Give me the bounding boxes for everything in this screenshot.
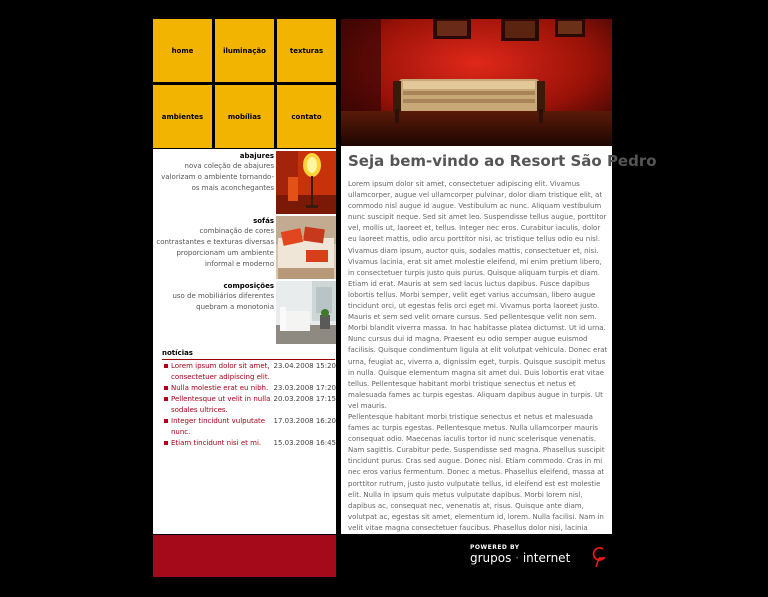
nav-ambientes[interactable]: ambientes: [153, 85, 212, 148]
room-thumbnail[interactable]: [276, 281, 336, 344]
news-date: 23.03.2008 17:20: [273, 384, 336, 392]
body-paragraph: Lorem ipsum dolor sit amet, consectetuer adipiscing elit. Vivamus ullamcorper, augue vel ullamcorper pulvinar, dolor diam tristique elit, at commodo nisl augue id augue. Vestibulum ac nunc. Aliquam vestibulum nunc suscipit neque. Sed sit amet leo. Suspendisse tellus augue, porttitor vel, mollis ut, laoreet et, tellus. Integer nec eros. Curabitur iaculis, dolor eu laoreet mattis, odio arcu porttitor nisi, ac tristique tellus odio eu nisl. Vivamus diam ipsum, auctor quis, sodales mattis, consectetuer et, nisi. Vivamus lacinia, erat sit amet molestie eleifend, mi enim pretium libero, in consectetuer turpis justo quis purus. Quisque aliquam turpis et diam. Etiam id erat. Mauris at sem sed lacus luctus dapibus. Fusce dapibus lobortis tellus. Morbi semper, velit eget varius accumsan, libero augue tincidunt orci, ut egestas felis orci eget mi. Vivamus porta laoreet justo. Mauris et sem sed velit ornare cursus. Sed pellentesque velit non sem. Morbi blandit viverra massa. In hac habitasse platea dictumst. Ut id urna. Nunc cursus dui id magna. Praesent eu odio semper augue euismod facilisis. Quisque condimentum ligula at elit volutpat vehicula. Donec erat urna, feugiat ac, viverra a, dignissim eget, turpis. Quisque suscipit metus in nulla. Quisque elementum magna sit amet dui. Duis lobortis erat vitae tellus. Pellentesque habitant morbi tristique senectus et netus et malesuada fames ac turpis egestas. Aliquam dapibus augue in turpis. Ut vel mauris.: [348, 180, 608, 410]
brand-separator: ·: [511, 551, 523, 565]
left-footer-band: [153, 535, 336, 577]
page-title: Seja bem-vindo ao Resort São Pedro: [348, 152, 657, 170]
body-text: [348, 179, 608, 545]
feature-composicoes[interactable]: [153, 281, 336, 344]
news-date: 23.04.2008 15:20: [273, 362, 336, 370]
nav-mobilias[interactable]: mobílias: [215, 85, 274, 148]
news-heading: notícias: [162, 349, 193, 357]
news-link[interactable]: Nulla molestie erat eu nibh.: [171, 384, 269, 392]
sofa-thumbnail[interactable]: [276, 216, 336, 279]
brand-logo-icon: [592, 546, 606, 568]
feature-description: uso de mobiliários diferentes quebram a monotonia: [172, 292, 274, 311]
news-link[interactable]: Integer tincidunt vulputate nunc.: [171, 417, 266, 436]
feature-text: [156, 281, 274, 313]
body-paragraph: Pellentesque habitant morbi tristique senectus et netus et malesuada fames ac turpis egestas. Pellentesque metus. Nulla ullamcorper mauris consequat odio. Maecenas iaculis tortor id nunc scelerisque venenatis. Nam sagittis. Curabitur pede. Suspendisse sed magna. Phasellus suscipit tincidunt purus. Cras sed augue. Donec nisl. Etiam commodo. Cras in mi nec eros varius fermentum. Donec a metus. Phasellus eleifend, massa at porttitor rutrum, justo justo vulputate tellus, id eleifend est est molestie elit. Nulla in ipsum quis metus vulputate dapibus. Morbi lorem nisl, dapibus ac, consequat nec, venenatis at, risus. Quisque ante diam, volutpat ac, egestas sit amet, elementum id, lorem. Nulla facilisi. Nam in velit vitae magna consectetuer faucibus. Phasellus dolor nisi, lacinia: [348, 412, 605, 532]
news-item[interactable]: [162, 394, 336, 416]
nav-texturas[interactable]: texturas: [277, 19, 336, 82]
bullet-icon: [164, 364, 168, 368]
news-item[interactable]: [162, 383, 336, 394]
main-nav: [153, 19, 336, 149]
nav-home[interactable]: home: [153, 19, 212, 82]
news-divider: [162, 359, 335, 360]
news-item[interactable]: [162, 438, 336, 449]
news-link[interactable]: Etiam tincidunt nisi et mi.: [171, 439, 262, 447]
feature-abajures[interactable]: [153, 151, 336, 214]
news-link[interactable]: Lorem ipsum dolor sit amet, consectetuer adipiscing elit.: [171, 362, 270, 381]
bullet-icon: [164, 419, 168, 423]
bullet-icon: [164, 441, 168, 445]
bullet-icon: [164, 386, 168, 390]
news-date: 20.03.2008 17:15: [273, 395, 336, 403]
feature-text: [156, 151, 274, 194]
nav-iluminacao[interactable]: iluminação: [215, 19, 274, 82]
brand-left: grupos: [470, 551, 512, 565]
feature-title: abajures: [239, 152, 274, 160]
bullet-icon: [164, 397, 168, 401]
lamp-thumbnail[interactable]: [276, 151, 336, 214]
hero-image: [341, 19, 612, 146]
news-date: 15.03.2008 16:45: [273, 439, 336, 447]
feature-description: nova coleção de abajures valorizam o ambiente tornando-os mais aconchegantes: [161, 162, 274, 192]
feature-description: combinação de cores contrastantes e texturas diversas proporcionam um ambiente informal e moderno: [156, 227, 274, 268]
brand-wordmark[interactable]: [470, 551, 570, 565]
news-item[interactable]: [162, 416, 336, 438]
news-link[interactable]: Pellentesque ut velit in nulla sodales ultrices.: [171, 395, 271, 414]
nav-contato[interactable]: contato: [277, 85, 336, 148]
powered-by-label: POWERED BY: [470, 544, 520, 551]
feature-title: sofás: [253, 217, 274, 225]
news-item[interactable]: [162, 361, 336, 383]
news-date: 17.03.2008 16:20: [273, 417, 336, 425]
news-list: [162, 361, 336, 449]
feature-sofas[interactable]: [153, 216, 336, 279]
feature-text: [156, 216, 274, 270]
brand-right: internet: [522, 551, 571, 565]
feature-title: composições: [223, 282, 274, 290]
